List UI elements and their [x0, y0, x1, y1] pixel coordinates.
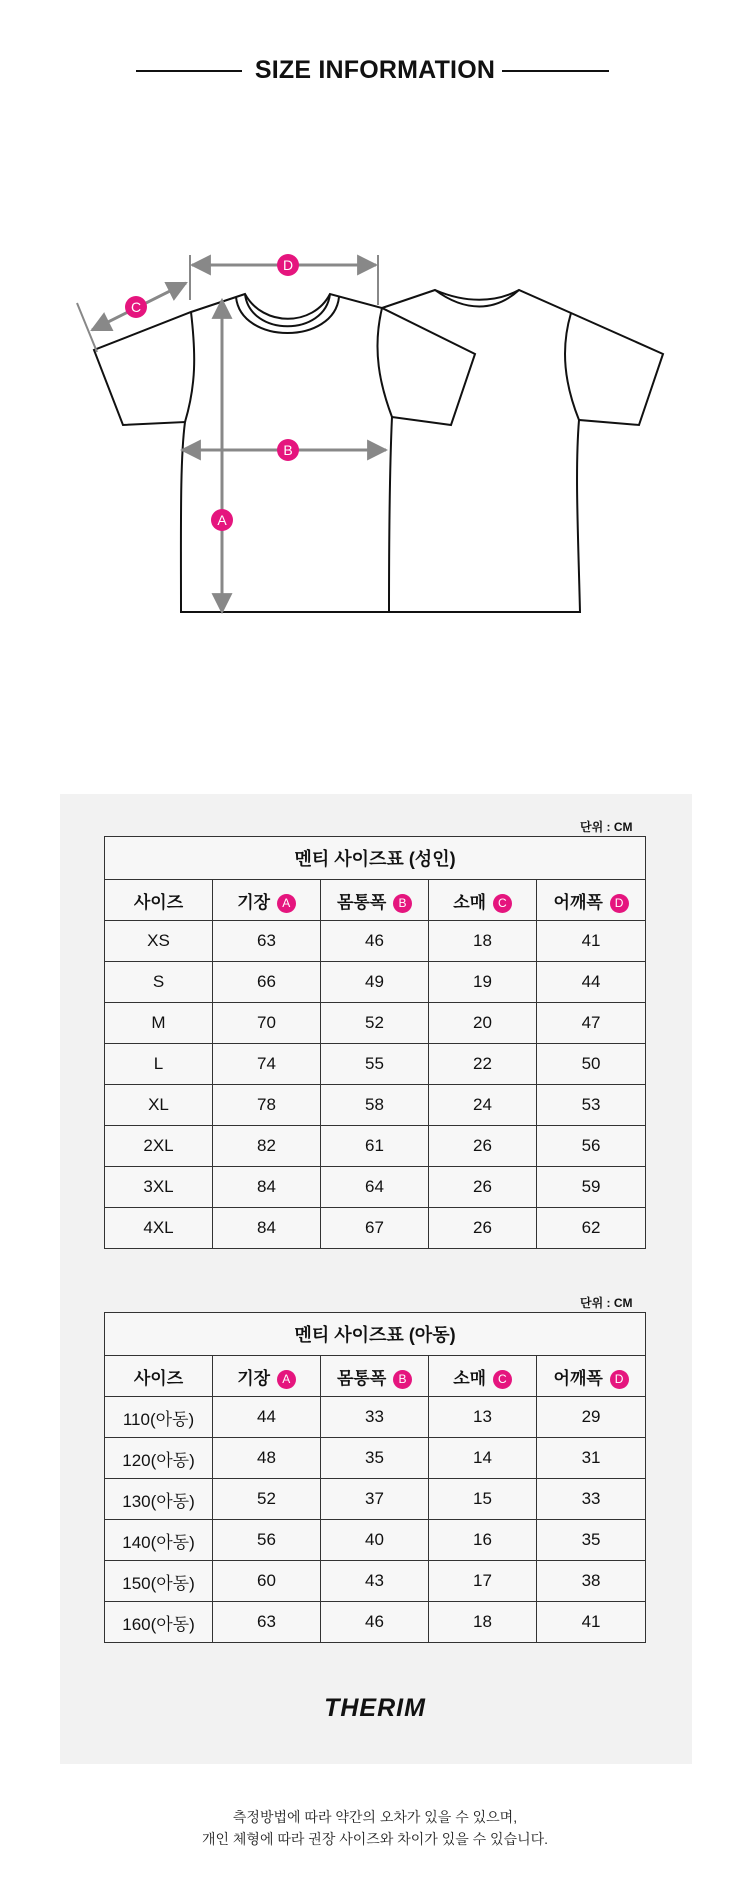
- header-length: 기장 A: [213, 880, 321, 921]
- badge-a: A: [277, 894, 296, 913]
- footer-note-line-1: 측정방법에 따라 약간의 오차가 있을 수 있으며,: [232, 1809, 518, 1825]
- badge-d: D: [610, 1370, 629, 1389]
- table-cell: 44: [537, 962, 646, 1003]
- unit-label-kids: 단위 : CM: [580, 1296, 633, 1310]
- table-cell: 67: [321, 1208, 429, 1249]
- header-size: 사이즈: [105, 880, 213, 921]
- table-cell: 37: [321, 1479, 429, 1520]
- table-cell: M: [105, 1003, 213, 1044]
- table-cell: XL: [105, 1085, 213, 1126]
- svg-text:B: B: [283, 442, 293, 458]
- table-cell: 18: [429, 1602, 537, 1643]
- table-cell: 46: [321, 1602, 429, 1643]
- header-chest: 몸통폭 B: [321, 880, 429, 921]
- table-cell: 38: [537, 1561, 646, 1602]
- table-cell: 52: [213, 1479, 321, 1520]
- table-header-row: [105, 1356, 646, 1397]
- table-cell: 59: [537, 1167, 646, 1208]
- tshirt-diagram: [0, 0, 750, 700]
- table-row: [105, 1167, 646, 1208]
- badge-c: C: [493, 1370, 512, 1389]
- table-cell: 84: [213, 1208, 321, 1249]
- table-cell: 2XL: [105, 1126, 213, 1167]
- table-cell: 50: [537, 1044, 646, 1085]
- header-sleeve: 소매 C: [429, 880, 537, 921]
- table-cell: 60: [213, 1561, 321, 1602]
- header-length: 기장 A: [213, 1356, 321, 1397]
- table-cell: 18: [429, 921, 537, 962]
- table-header-row: [105, 880, 646, 921]
- table-cell: 84: [213, 1167, 321, 1208]
- table-row: [105, 1479, 646, 1520]
- table-row: [105, 1003, 646, 1044]
- table-caption: 멘티 사이즈표 (아동): [105, 1313, 646, 1356]
- label-badge-c: [125, 296, 147, 318]
- table-cell: 41: [537, 921, 646, 962]
- table-row: [105, 1208, 646, 1249]
- table-cell: 63: [213, 921, 321, 962]
- table-cell: 16: [429, 1520, 537, 1561]
- header-shoulder: 어깨폭 D: [537, 1356, 646, 1397]
- table-cell: 46: [321, 921, 429, 962]
- table-cell: 15: [429, 1479, 537, 1520]
- table-cell: 110(아동): [105, 1397, 213, 1438]
- table-cell: 70: [213, 1003, 321, 1044]
- table-cell: 56: [213, 1520, 321, 1561]
- table-cell: 55: [321, 1044, 429, 1085]
- table-cell: 58: [321, 1085, 429, 1126]
- table-cell: 35: [321, 1438, 429, 1479]
- badge-b: B: [393, 894, 412, 913]
- label-badge-b: [277, 439, 299, 461]
- table-cell: 31: [537, 1438, 646, 1479]
- table-cell: 26: [429, 1167, 537, 1208]
- table-cell: 63: [213, 1602, 321, 1643]
- table-cell: 40: [321, 1520, 429, 1561]
- svg-text:A: A: [217, 512, 227, 528]
- table-cell: 140(아동): [105, 1520, 213, 1561]
- table-cell: 26: [429, 1208, 537, 1249]
- header-sleeve: 소매 C: [429, 1356, 537, 1397]
- table-cell: 64: [321, 1167, 429, 1208]
- table-row: [105, 1561, 646, 1602]
- table-cell: 35: [537, 1520, 646, 1561]
- svg-text:C: C: [130, 299, 142, 315]
- table-row: [105, 1044, 646, 1085]
- table-cell: 20: [429, 1003, 537, 1044]
- header-shoulder: 어깨폭 D: [537, 880, 646, 921]
- table-cell: 150(아동): [105, 1561, 213, 1602]
- table-row: [105, 1085, 646, 1126]
- table-cell: 24: [429, 1085, 537, 1126]
- unit-label-adult: 단위 : CM: [580, 820, 633, 834]
- table-cell: 41: [537, 1602, 646, 1643]
- table-cell: 4XL: [105, 1208, 213, 1249]
- badge-b: B: [393, 1370, 412, 1389]
- table-row: [105, 962, 646, 1003]
- table-row: [105, 1126, 646, 1167]
- table-cell: 33: [537, 1479, 646, 1520]
- table-cell: 26: [429, 1126, 537, 1167]
- table-cell: 120(아동): [105, 1438, 213, 1479]
- header-chest: 몸통폭 B: [321, 1356, 429, 1397]
- table-cell: 14: [429, 1438, 537, 1479]
- adult-size-table: [104, 836, 646, 1249]
- table-cell: 61: [321, 1126, 429, 1167]
- table-cell: 52: [321, 1003, 429, 1044]
- table-cell: XS: [105, 921, 213, 962]
- table-cell: 74: [213, 1044, 321, 1085]
- table-cell: 19: [429, 962, 537, 1003]
- table-cell: 29: [537, 1397, 646, 1438]
- measure-c: [77, 283, 186, 352]
- table-cell: 22: [429, 1044, 537, 1085]
- table-cell: 3XL: [105, 1167, 213, 1208]
- table-cell: 33: [321, 1397, 429, 1438]
- table-cell: 48: [213, 1438, 321, 1479]
- table-cell: 43: [321, 1561, 429, 1602]
- label-badge-d: [277, 254, 299, 276]
- table-cell: 53: [537, 1085, 646, 1126]
- table-cell: 56: [537, 1126, 646, 1167]
- table-cell: 82: [213, 1126, 321, 1167]
- table-cell: 78: [213, 1085, 321, 1126]
- table-cell: 160(아동): [105, 1602, 213, 1643]
- table-cell: 49: [321, 962, 429, 1003]
- table-cell: 47: [537, 1003, 646, 1044]
- table-row: [105, 921, 646, 962]
- table-cell: 17: [429, 1561, 537, 1602]
- kids-size-table: [104, 1312, 646, 1643]
- page-title: SIZE INFORMATION: [254, 56, 496, 84]
- table-cell: L: [105, 1044, 213, 1085]
- table-cell: 66: [213, 962, 321, 1003]
- header-size: 사이즈: [105, 1356, 213, 1397]
- table-cell: 130(아동): [105, 1479, 213, 1520]
- table-row: [105, 1602, 646, 1643]
- table-cell: 13: [429, 1397, 537, 1438]
- table-cell: 62: [537, 1208, 646, 1249]
- brand-logo: THERIM: [324, 1694, 426, 1722]
- table-cell: S: [105, 962, 213, 1003]
- table-row: [105, 1397, 646, 1438]
- badge-c: C: [493, 894, 512, 913]
- table-row: [105, 1438, 646, 1479]
- table-row: [105, 1520, 646, 1561]
- badge-d: D: [610, 894, 629, 913]
- tshirt-back: [382, 290, 663, 612]
- label-badge-a: [211, 509, 233, 531]
- svg-text:D: D: [282, 257, 294, 273]
- table-caption: 멘티 사이즈표 (성인): [105, 837, 646, 880]
- table-cell: 44: [213, 1397, 321, 1438]
- footer-note-line-2: 개인 체형에 따라 권장 사이즈와 차이가 있을 수 있습니다.: [201, 1831, 549, 1847]
- badge-a: A: [277, 1370, 296, 1389]
